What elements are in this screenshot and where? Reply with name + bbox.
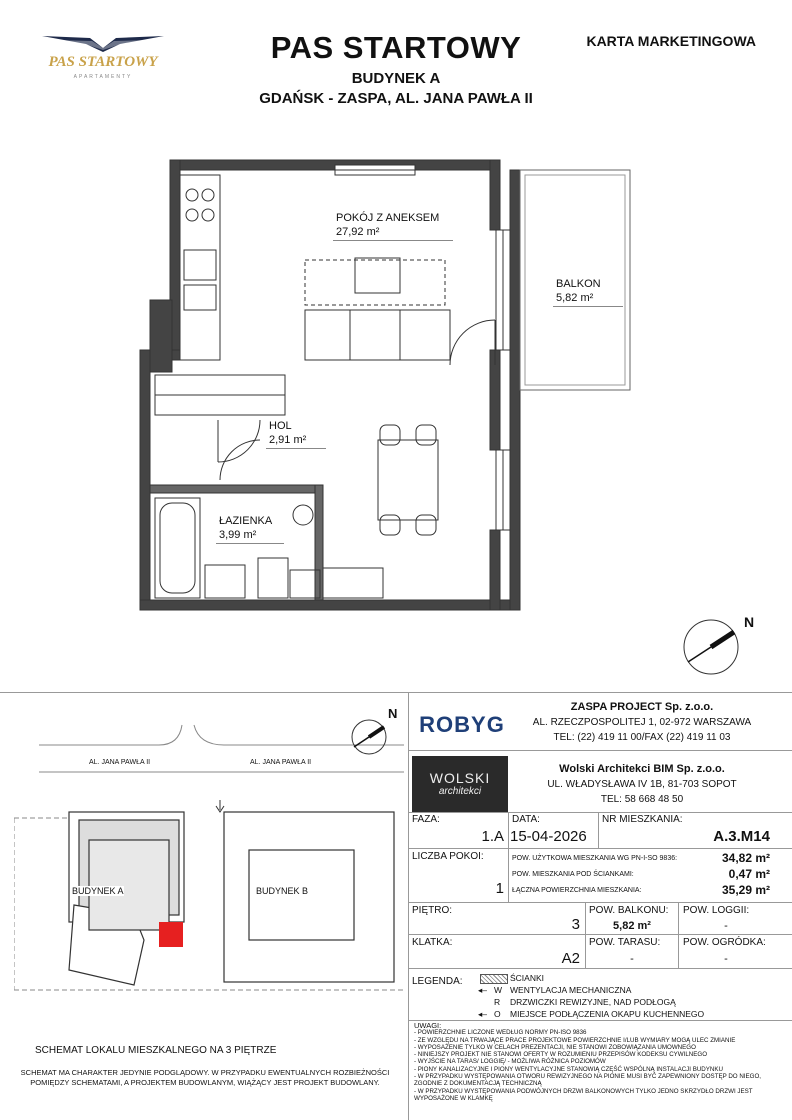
legend-symbol: R <box>494 997 501 1007</box>
compass-icon <box>676 612 746 682</box>
divider <box>408 1020 792 1021</box>
date-label: DATA: <box>512 814 540 825</box>
garden-area-value: - <box>724 953 728 965</box>
building-name: BUDYNEK A <box>351 70 441 87</box>
phase-value: 1.A <box>481 828 504 845</box>
rooms-value: 1 <box>495 880 504 897</box>
legend-item: MIEJSCE PODŁĄCZENIA OKAPU KUCHENNEGO <box>510 1009 705 1019</box>
divider <box>408 902 792 903</box>
legend-symbol: W <box>494 985 503 995</box>
apartment-number-label: NR MIESZKANIA: <box>602 814 683 825</box>
page-title: PAS STARTOWY <box>270 30 522 65</box>
divider <box>598 812 599 848</box>
floor-value: 3 <box>571 916 580 933</box>
wolski-subtext: architekci <box>438 786 482 797</box>
developer-name: ZASPA PROJECT Sp. z.o.o. <box>570 701 714 713</box>
note-line: - W PRZYPADKU WYSTĘPOWANIA PODWÓJNYCH DRZWI BALKONOWYCH TYLKO JEDNO SKRZYDŁO DRZWI JEST <box>414 1087 753 1095</box>
legend-arrow-icon: ◂– <box>478 1009 487 1019</box>
apartment-number: A.3.M14 <box>713 828 770 845</box>
note-line: - POWIERZCHNIE LICZONE WEDŁUG NORMY PN-ISO 9836 <box>414 1029 587 1037</box>
architect-info <box>512 762 772 807</box>
legend-item: ŚCIANKI <box>510 973 545 983</box>
total-area-value: 35,29 m² <box>721 883 770 897</box>
street-label-right: AL. JANA PAWŁA II <box>250 759 312 766</box>
room-area: 3,99 m² <box>219 529 257 541</box>
date-value: 15-04-2026 <box>510 828 587 845</box>
disclaimer-line: SCHEMAT MA CHARAKTER JEDYNIE PODGLĄDOWY. W PRZYPADKU EWENTUALNYCH ROZBIEŻNOŚCI <box>20 1068 390 1077</box>
note-line: - WYJŚCIE NA TARAS/ LOGGIĘ/ - MOŻLIWA RÓŻNICA POZIOMÓW <box>414 1058 606 1066</box>
note-line: - W PRZYPADKU WYSTĘPOWANIA OTWORU REWIZYJNEGO NA PIONIE MUSI BYĆ ZAPEWNIONY DOSTĘP DO NIEGO, <box>414 1073 761 1081</box>
card-label: KARTA MARKETINGOWA <box>586 33 756 49</box>
room-name: POKÓJ Z ANEKSEM <box>336 212 440 224</box>
disclaimer-line: POMIĘDZY SCHEMATAMI, A PROJEKTEM BUDOWLANYM, WIĄŻĄCY JEST PROJEKT BUDOWLANY. <box>30 1078 380 1087</box>
loggia-area-label: POW. LOGGII: <box>683 905 750 916</box>
note-line: - PIONY KANALIZACYJNE I PIONY WENTYLACYJNE STANOWIĄ CZĘŚĆ WSPÓLNĄ INSTALACJI BUDYNKU <box>414 1065 723 1073</box>
developer-phone: TEL: (22) 419 11 00/FAX (22) 419 11 03 <box>553 732 731 743</box>
architect-name: Wolski Architekci BIM Sp. z.o.o. <box>559 763 725 775</box>
stair-label: KLATKA: <box>412 937 453 948</box>
robyg-logo: ROBYG <box>419 712 505 737</box>
compass <box>676 612 755 687</box>
rooms-label: LICZBA POKOI: <box>412 851 484 862</box>
wolski-logo <box>412 756 508 812</box>
divider <box>408 750 792 751</box>
balcony-area-label: POW. BALKONU: <box>589 905 669 916</box>
divider <box>408 812 792 813</box>
note-line: - ZE WZGLĘDU NA TRWAJĄCE PRACE PROJEKTOWE POWIERZCHNIE I/LUB WYMIARY MOGĄ ULEC ZMIANIE <box>414 1036 736 1044</box>
divider <box>508 812 509 848</box>
divider <box>408 692 409 1120</box>
logo-text: PAS STARTOWY <box>48 54 158 70</box>
room-label-bathroom <box>216 513 284 544</box>
legend-item: DRZWICZKI REWIZYJNE, NAD PODŁOGĄ <box>510 997 676 1007</box>
stair-value: A2 <box>561 950 580 967</box>
room-area: 5,82 m² <box>556 292 594 304</box>
usable-area-value: 34,82 m² <box>721 851 770 865</box>
schema-disclaimer <box>20 1068 390 1088</box>
notes-title: UWAGI: <box>414 1021 442 1030</box>
site-plan <box>14 700 404 1020</box>
under-walls-label: POW. MIESZKANIA POD ŚCIANKAMI: <box>512 871 634 878</box>
logo-subtext: APARTAMENTY <box>73 74 133 80</box>
note-line: ZGODNIE Z DOKUMENTACJĄ TECHNICZNĄ <box>414 1080 542 1088</box>
room-name: BALKON <box>556 278 601 290</box>
notes <box>414 1022 784 1102</box>
room-label-balcony <box>553 276 623 307</box>
site-compass-label: N <box>388 706 398 721</box>
terrace-area-value: - <box>630 953 634 965</box>
developer-address: AL. RZECZPOSPOLITEJ 1, 02-972 WARSZAWA <box>532 717 752 728</box>
note-line: WYPOSAŻONE W KLAMKĘ <box>414 1094 493 1102</box>
phase-label: FAZA: <box>412 814 440 825</box>
wall-hatch-icon <box>480 974 508 984</box>
wolski-text: WOLSKI <box>429 770 491 786</box>
site-plan-drawing <box>14 700 404 1020</box>
room-area: 2,91 m² <box>269 434 307 446</box>
note-line: - NINIEJSZY PROJEKT NIE STANOWI OFERTY W ROZUMIENIU PRZEPISÓW KODEKSU CYWILNEGO <box>414 1051 708 1059</box>
schema-caption: SCHEMAT LOKALU MIESZKALNEGO NA 3 PIĘTRZE <box>35 1045 277 1056</box>
note-line: - WYPOSAŻENIE TYLKO W CELACH PREZENTACJI, NIE STANOWI ZOBOWIĄZANIA UMOWNEGO <box>414 1043 696 1051</box>
under-walls-value: 0,47 m² <box>728 867 770 881</box>
divider <box>508 848 509 902</box>
building-a-label: BUDYNEK A <box>72 886 124 896</box>
apartment-highlight <box>159 922 183 947</box>
terrace-area-label: POW. TARASU: <box>589 937 661 948</box>
room-name: ŁAZIENKA <box>219 515 273 527</box>
floor-plan <box>130 150 650 620</box>
room-area: 27,92 m² <box>336 226 380 238</box>
divider <box>408 968 792 969</box>
building-b-label: BUDYNEK B <box>256 886 309 896</box>
developer-info <box>512 700 772 745</box>
architect-phone: TEL: 58 668 48 50 <box>600 794 684 805</box>
garden-area-label: POW. OGRÓDKA: <box>683 937 766 948</box>
room-label-living <box>333 210 453 241</box>
architect-address: UL. WŁADYSŁAWA IV 1B, 81-703 SOPOT <box>547 779 737 790</box>
divider <box>678 902 679 968</box>
usable-area-label: POW. UŻYTKOWA MIESZKANIA WG PN-I-SO 9836: <box>512 855 678 862</box>
address: GDAŃSK - ZASPA, AL. JANA PAWŁA II <box>259 90 533 107</box>
room-name: HOL <box>269 420 292 432</box>
balcony-area-value: 5,82 m² <box>613 920 651 932</box>
legend-item: WENTYLACJA MECHANICZNA <box>510 985 632 995</box>
street-label-left: AL. JANA PAWŁA II <box>89 759 151 766</box>
loggia-area-value: - <box>724 920 728 932</box>
divider <box>408 934 792 935</box>
divider <box>0 692 792 693</box>
floor-label: PIĘTRO: <box>412 905 453 916</box>
compass-label: N <box>744 614 755 630</box>
legend-symbol: O <box>494 1009 501 1019</box>
legend-arrow-icon: ◂– <box>478 985 487 995</box>
legend-title: LEGENDA: <box>412 976 463 987</box>
divider <box>408 848 792 849</box>
total-area-label: ŁĄCZNA POWIERZCHNIA MIESZKANIA: <box>512 887 642 894</box>
room-label-hall <box>266 418 326 449</box>
